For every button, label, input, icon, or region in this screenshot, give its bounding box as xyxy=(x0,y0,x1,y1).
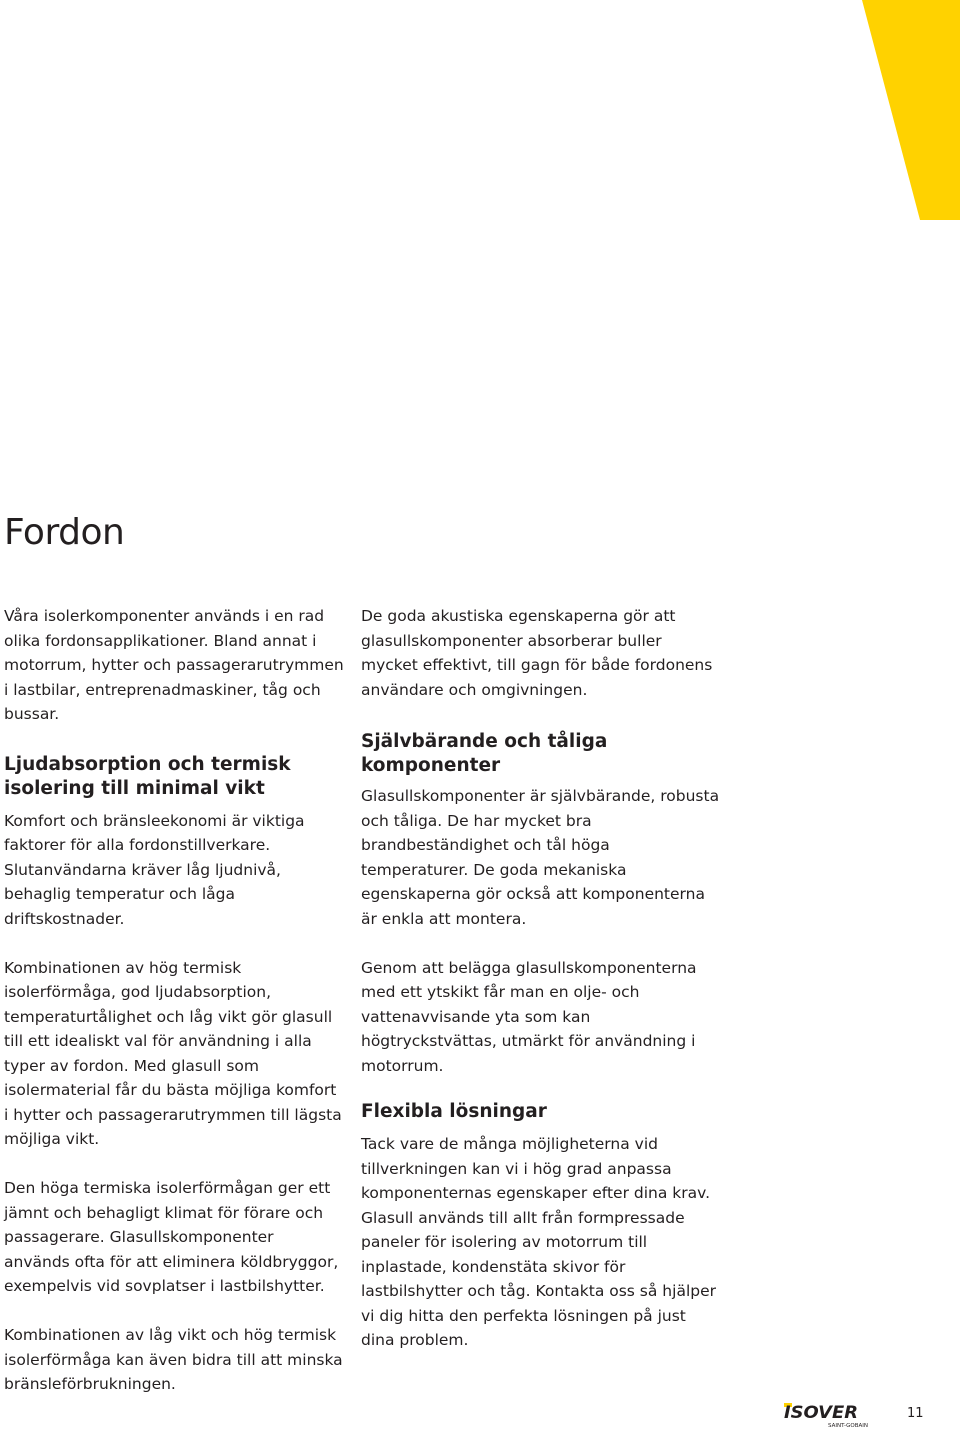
body-paragraph: Kombinationen av låg vikt och hög termisk isolerförmåga kan även bidra till att minska bränsleförbrukningen. xyxy=(4,1326,343,1393)
section-heading-self-supporting: Självbärande och tåliga komponenter xyxy=(361,731,608,776)
left-column xyxy=(4,604,344,1397)
body-paragraph: Kombinationen av hög termisk isolerförmåga, god ljudabsorption, temperaturtålighet och låg vikt gör glasull till ett idealiskt val för användning i alla typer av fordon. Med glasull som isolermaterial får du bästa möjliga komfort i hytter och passagerarutrymmen till lägsta möjliga vikt. xyxy=(4,958,342,1148)
section-heading-flexible-solutions: Flexibla lösningar xyxy=(361,1101,547,1122)
body-paragraph: Komfort och bränsleekonomi är viktiga faktorer för alla fordonstillverkare. Slutanvändarna kräver låg ljudnivå, behaglig temperatur och låga driftskostnader. xyxy=(4,811,305,928)
page-title: Fordon xyxy=(4,512,125,553)
page-number: 11 xyxy=(907,1406,924,1421)
logo-wordmark: ISOVER xyxy=(784,1403,858,1423)
body-paragraph: Genom att belägga glasullskomponenterna med ett ytskikt får man en olje- och vattenavvisande yta som kan högtryckstvättas, utmärkt för användning i motorrum. xyxy=(361,958,697,1075)
yellow-corner-stripe xyxy=(0,0,960,220)
body-paragraph: Den höga termiska isolerförmågan ger ett jämnt och behagligt klimat för förare och passagerare. Glasullskomponenter används ofta för att eliminera köldbryggor, exempelvis vid sovplatser i lastbilshytter. xyxy=(4,1179,339,1295)
intro-paragraph: De goda akustiska egenskaperna gör att glasullskomponenter absorberar buller mycket effektivt, till gagn för både fordonens användare och omgivningen. xyxy=(361,607,713,699)
body-paragraph: Tack vare de många möjligheterna vid tillverkningen kan vi i hög grad anpassa komponenternas egenskaper efter dina krav. Glasull används till allt från formpressade paneler för isolering av motorrum till inplastade, kondenstäta skivor för lastbilshytter och tåg. Kontakta oss så hjälper vi dig hitta den perfekta lösningen på just dina problem. xyxy=(361,1135,716,1349)
right-column xyxy=(361,604,721,1353)
intro-paragraph: Våra isolerkomponenter används i en rad olika fordonsapplikationer. Bland annat i motorrum, hytter och passagerarutrymmen i lastbilar, entreprenadmaskiner, tåg och bussar. xyxy=(4,607,344,723)
logo-subtext: SAINT-GOBAIN xyxy=(828,1423,868,1429)
section-heading-sound-absorption: Ljudabsorption och termisk isolering till minimal vikt xyxy=(4,753,291,799)
isover-logo xyxy=(782,1398,868,1430)
body-paragraph: Glasullskomponenter är självbärande, robusta och tåliga. De har mycket bra brandbeständighet och tål höga temperaturer. De goda mekaniska egenskaperna gör också att komponenterna är enkla att montera. xyxy=(361,787,720,928)
